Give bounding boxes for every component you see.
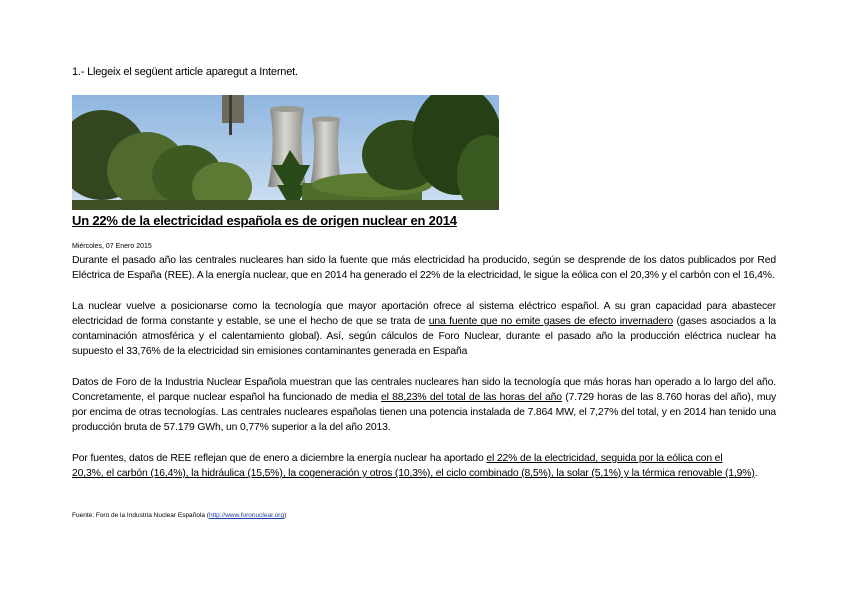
- paragraph-4-underlined-2: 20,3%, el carbón (16,4%), la hidráulica (15,5%), la cogeneración y otros (10,3%), el ciclo combinado (8,5%), la solar (5,1%) y la térmica renovable (1,9%): [72, 468, 755, 479]
- article-headline: Un 22% de la electricidad española es de origen nuclear en 2014: [72, 213, 457, 228]
- source-link[interactable]: http://www.foronuclear.org: [208, 512, 285, 519]
- paragraph-2-text: La nuclear vuelve a posicionarse como la tecnología que mayor aportación ofrece al sistema eléctrico español. A su gran capacidad para abastecer electricidad de forma constante y estable, se une el hecho de que se trata de: [72, 301, 776, 327]
- paragraph-4-end: .: [754, 468, 758, 479]
- paragraph-1: Durante el pasado año las centrales nucleares han sido la fuente que más electricidad ha producido, según se desprende de los datos publicados por Red Eléctrica de España (REE). A la energía nuclear, que en 2014 ha generado el 22% de la electricidad, le sigue la eólica con el 20,3% y el carbón con el 16,4%.: [72, 255, 776, 281]
- source-label: Fuente: Foro de la Industria Nuclear Española (: [72, 512, 209, 519]
- source-close: ): [284, 512, 287, 519]
- article-date: Miércoles, 07 Enero 2015: [72, 243, 152, 250]
- paragraph-3-underlined: el 88,23% del total de las horas del año: [381, 392, 562, 403]
- paragraph-3-text: Datos de Foro de la Industria Nuclear Española muestran que las centrales nucleares han sido la tecnología que más horas han operado a lo largo del año. Concretamente, el parque nuclear español ha funcionado de media: [72, 377, 776, 403]
- paragraph-2-text-end: (gases asociados a la contaminación atmosférica y el calentamiento global). Así, según cálculos de Foro Nuclear, durante el pasado año la producción eléctrica nuclear ha supuesto el 33,76% de la electricidad sin emisiones contaminantes generada en España: [72, 316, 776, 357]
- exercise-instruction: 1.- Llegeix el següent article aparegut a Internet.: [72, 66, 298, 78]
- article-body: [72, 253, 776, 481]
- paragraph-4: [72, 451, 776, 481]
- paragraph-3: [72, 375, 776, 435]
- paragraph-2: [72, 299, 776, 359]
- paragraph-4-underlined-1: el 22% de la electricidad, seguida por la eólica con el: [486, 453, 723, 464]
- paragraph-2-underlined: una fuente que no emite gases de efecto invernadero: [428, 316, 673, 327]
- paragraph-4-text: Por fuentes, datos de REE reflejan que de enero a diciembre la energía nuclear ha aportado: [72, 453, 487, 464]
- nuclear-plant-photo: [72, 95, 499, 210]
- source-citation: [72, 512, 286, 519]
- paragraph-3-text-end: (7.729 horas de las 8.760 horas del año), muy por encima de otras tecnologías. Las centrales nucleares españolas tienen una potencia instalada de 7.864 MW, el 7,27% del total, y en 2014 han tenido una producción bruta de 57.179 GWh, un 0,77% superior a la del año 2013.: [72, 392, 777, 433]
